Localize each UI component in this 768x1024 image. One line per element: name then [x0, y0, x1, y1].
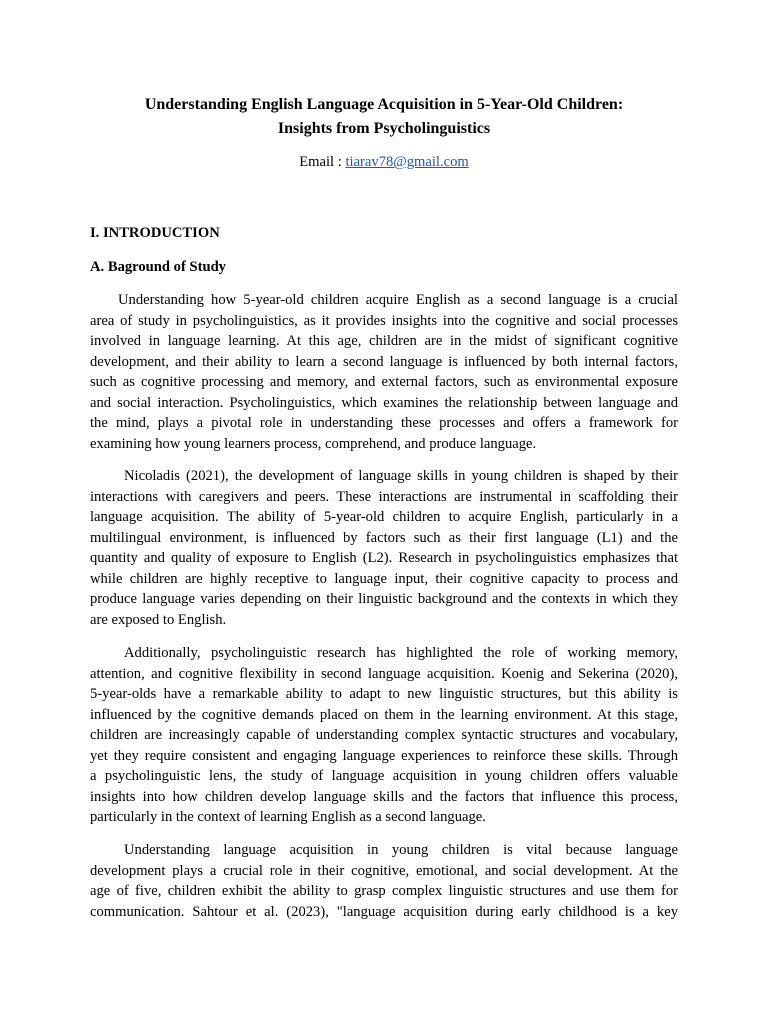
- paragraph-4: [90, 840, 678, 922]
- paragraph-line: 5-year-olds have a remarkable ability to adapt to new linguistic structures, but this ability is: [90, 686, 678, 703]
- document-title: [90, 93, 678, 141]
- title-line-1: Understanding English Language Acquisition in 5-Year-Old Children:: [144, 96, 624, 113]
- paragraph-2: [90, 466, 678, 630]
- paragraph-line: age of five, children exhibit the ability to grasp complex linguistic structures and use them for: [90, 883, 678, 900]
- paragraph-line: and social interaction. Psycholinguistics, which examines the relationship between language and: [90, 394, 678, 411]
- paragraph-line: Nicoladis (2021), the development of language skills in young children is shaped by their: [124, 468, 678, 484]
- paragraph-line: development, and their ability to learn a second language is influenced by both internal factors,: [90, 353, 678, 370]
- paragraph-line: yet they require consistent and engaging language experiences to reinforce these skills. Through: [90, 747, 678, 764]
- paragraph-line: children are increasingly capable of understanding complex syntactic structures and vocabulary,: [90, 727, 678, 744]
- paragraph-line: Understanding how 5-year-old children acquire English as a second language is a crucial: [118, 292, 678, 308]
- paragraph-line: language acquisition. The ability of 5-year-old children to acquire English, particularly in a: [90, 509, 678, 526]
- paragraph-line: interactions with caregivers and peers. These interactions are instrumental in scaffolding their: [90, 488, 678, 505]
- title-line-2: Insights from Psycholinguistics: [277, 120, 491, 137]
- paragraph-line: the mind, plays a pivotal role in understanding these processes and offers a framework for: [90, 415, 678, 432]
- paragraph-line: examining how young learners process, comprehend, and produce language.: [90, 435, 537, 452]
- paragraph-line: area of study in psycholinguistics, as it provides insights into the cognitive and social processes: [90, 312, 678, 329]
- subsection-heading: A. Baground of Study: [90, 259, 226, 275]
- email-label: Email :: [299, 154, 346, 170]
- paragraph-line: a psycholinguistic lens, the study of language acquisition in young children offers valuable: [90, 768, 678, 785]
- paragraph-line: while children are highly receptive to language input, their cognitive capacity to process and: [90, 570, 678, 587]
- paragraph-line: Additionally, psycholinguistic research has highlighted the role of working memory,: [124, 645, 678, 661]
- paragraph-line: influenced by the cognitive demands placed on them in the learning environment. At this stage,: [90, 706, 678, 723]
- paragraph-line: insights into how children develop language skills and the factors that influence this process,: [90, 788, 678, 805]
- paragraph-line: attention, and cognitive flexibility in second language acquisition. Koenig and Sekerina (2020),: [90, 665, 678, 682]
- section-heading: I. INTRODUCTION: [90, 225, 220, 241]
- paragraph-line: are exposed to English.: [90, 611, 227, 628]
- paragraph-line: multilingual environment, is influenced by factors such as their first language (L1) and the: [90, 529, 678, 546]
- email-line: [90, 152, 678, 172]
- paragraph-line: quantity and quality of exposure to English (L2). Research in psycholinguistics emphasizes that: [90, 550, 678, 567]
- paragraph-3: [90, 643, 678, 828]
- paragraph-line: involved in language learning. At this age, children are in the midst of significant cognitive: [90, 333, 678, 350]
- paragraph-line: Understanding language acquisition in young children is vital because language: [124, 842, 678, 858]
- paragraph-line: communication. Sahtour et al. (2023), "language acquisition during early childhood is a key: [90, 903, 678, 920]
- email-link[interactable]: tiarav78@gmail.com: [345, 154, 469, 170]
- paragraph-line: particularly in the context of learning English as a second language.: [90, 809, 486, 826]
- paragraph-line: produce language varies depending on their linguistic background and the contexts in which they: [90, 591, 678, 608]
- paragraph-line: such as cognitive processing and memory, and external factors, such as environmental exposure: [90, 374, 678, 391]
- paragraph-line: development plays a crucial role in their cognitive, emotional, and social development. At the: [90, 862, 678, 879]
- paragraph-1: [90, 290, 678, 454]
